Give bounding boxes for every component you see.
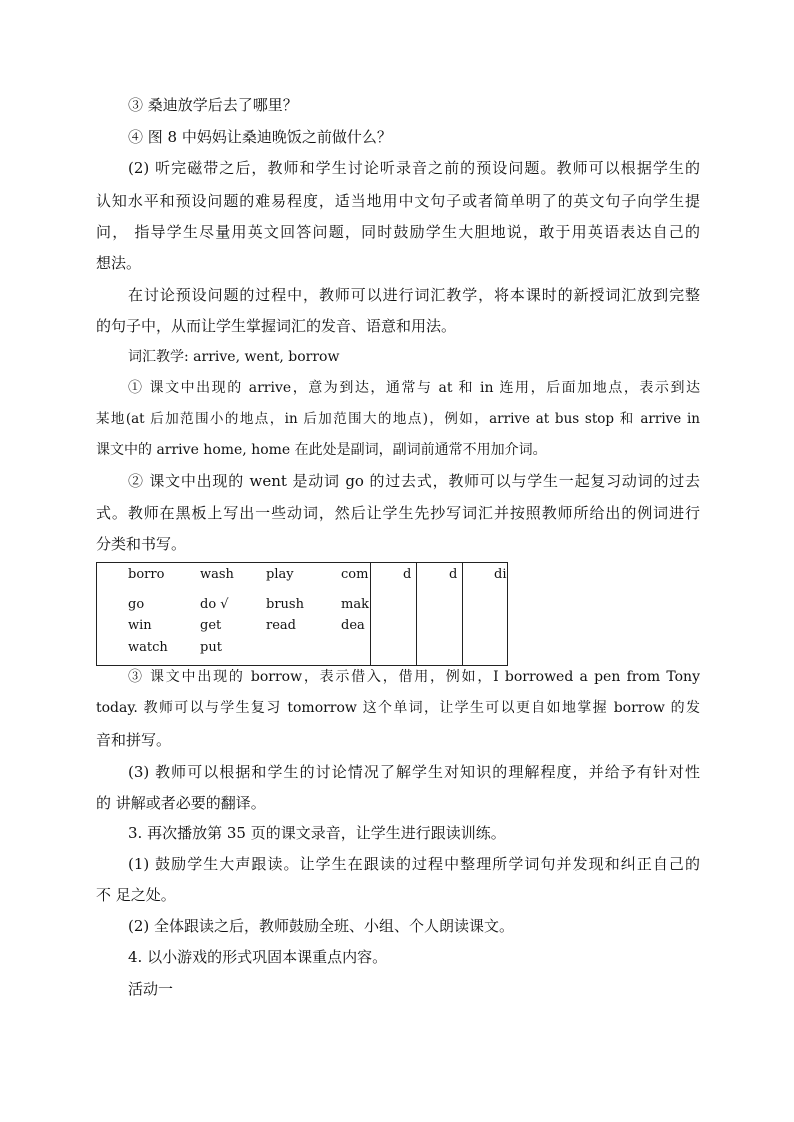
paragraph-line: 4. 以小游戏的形式巩固本课重点内容。 (128, 948, 388, 966)
paragraph-line: 不 足之处。 (96, 886, 176, 904)
paragraph-line: ① 课文中出现的 arrive，意为到达，通常与 at 和 in 连用，后面加地点，表示到达 (128, 380, 700, 396)
paragraph-line: 式。教师在黑板上写出一些动词，然后让学生先抄写词汇并按照教师所给出的例词进行 (96, 504, 700, 522)
paragraph-line: (2) 全体跟读之后，教师鼓励全班、小组、个人朗读课文。 (128, 917, 515, 935)
paragraph-line: 认知水平和预设问题的难易程度，适当地用中文句子或者简单明了的英文句子向学生提 (96, 192, 700, 210)
table-divider (462, 562, 463, 666)
vocab-cell: go (128, 597, 145, 612)
vocab-cell: watch (128, 640, 168, 655)
paragraph-line: (1) 鼓励学生大声跟读。让学生在跟读的过程中整理所学词句并发现和纠正自己的 (128, 855, 700, 873)
paragraph-line: today. 教师可以与学生复习 tomorrow 这个单词，让学生可以更自如地掌握 borrow 的发 (96, 700, 700, 716)
paragraph-line: 在讨论预设问题的过程中，教师可以进行词汇教学，将本课时的新授词汇放到完整 (128, 286, 700, 304)
paragraph-line: 音和拼写。 (96, 731, 172, 749)
paragraph-line: 问， 指导学生尽量用英文回答问题，同时鼓励学生大胆地说，敢于用英语表达自己的 (96, 223, 700, 241)
paragraph-line: 活动一 (128, 980, 174, 998)
paragraph-line: ③ 课文中出现的 borrow，表示借入，借用，例如，I borrowed a pen from Tony (128, 669, 700, 685)
vocab-cell: brush (266, 597, 304, 612)
paragraph-line: 课文中的 arrive home, home 在此处是副词，副词前通常不用加介词。 (96, 442, 547, 458)
paragraph-line: (3) 教师可以根据和学生的讨论情况了解学生对知识的理解程度，并给予有针对性 (128, 763, 700, 781)
table-divider (370, 562, 371, 666)
table-divider (416, 562, 417, 666)
vocab-cell: borro (128, 567, 165, 582)
vocab-cell: dea (341, 618, 365, 633)
paragraph-line: 分类和书写。 (96, 535, 187, 553)
vocab-cell: di (494, 567, 507, 582)
paragraph-line: ② 课文中出现的 went 是动词 go 的过去式，教师可以与学生一起复习动词的过去 (128, 472, 700, 490)
paragraph-line: 3. 再次播放第 35 页的课文录音，让学生进行跟读训练。 (128, 824, 506, 842)
paragraph-line: 某地(at 后加范围小的地点，in 后加范围大的地点)，例如，arrive at bus stop 和 arrive in (96, 411, 700, 427)
vocab-cell: get (200, 618, 222, 633)
paragraph-line: 的句子中，从而让学生掌握词汇的发音、语意和用法。 (96, 317, 457, 335)
vocab-cell: win (128, 618, 152, 633)
paragraph-line: 的 讲解或者必要的翻译。 (96, 794, 266, 812)
paragraph-line: 想法。 (96, 254, 142, 272)
vocab-cell: put (200, 640, 222, 655)
vocab-cell: d (449, 567, 458, 582)
vocab-cell: read (266, 618, 296, 633)
vocab-cell: d (403, 567, 412, 582)
vocab-cell: mak (341, 597, 369, 612)
vocab-cell: wash (200, 567, 234, 582)
vocab-cell: play (266, 567, 294, 582)
paragraph-line: ③ 桑迪放学后去了哪里？ (128, 96, 298, 114)
paragraph-line: (2) 听完磁带之后，教师和学生讨论听录音之前的预设问题。教师可以根据学生的 (128, 159, 700, 177)
section-heading: 词汇教学: arrive, went, borrow (128, 349, 340, 365)
paragraph-line: ④ 图 8 中妈妈让桑迪晚饭之前做什么？ (128, 128, 392, 146)
vocab-cell: com (341, 567, 369, 582)
vocab-cell: do √ (200, 597, 229, 612)
